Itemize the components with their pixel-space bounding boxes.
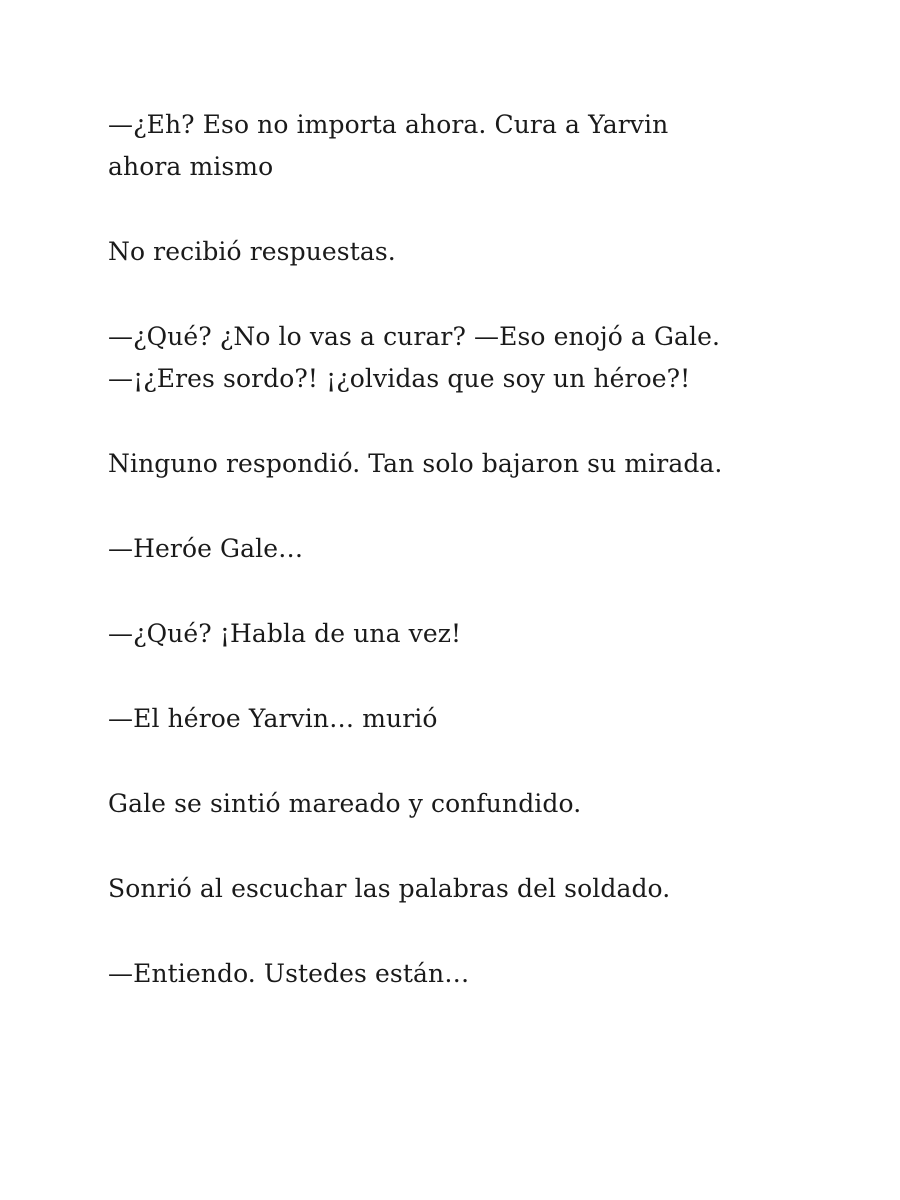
paragraph-2 bbox=[108, 231, 828, 273]
paragraph-line: Sonrió al escuchar las palabras del soldado. bbox=[108, 874, 671, 903]
paragraph-line: Gale se sintió mareado y confundido. bbox=[108, 789, 582, 818]
paragraph-9 bbox=[108, 868, 828, 910]
paragraph-line: —¿Eh? Eso no importa ahora. Cura a Yarvin bbox=[108, 110, 669, 139]
paragraph-line: —El héroe Yarvin… murió bbox=[108, 704, 438, 733]
paragraph-4 bbox=[108, 443, 828, 485]
paragraph-line: ahora mismo bbox=[108, 152, 274, 181]
paragraph-line: —Heróe Gale… bbox=[108, 534, 304, 563]
paragraph-6 bbox=[108, 613, 828, 655]
paragraph-5 bbox=[108, 528, 828, 570]
paragraph-7 bbox=[108, 698, 828, 740]
paragraph-8 bbox=[108, 783, 828, 825]
paragraph-line: Ninguno respondió. Tan solo bajaron su mirada. bbox=[108, 449, 723, 478]
paragraph-3 bbox=[108, 316, 828, 400]
paragraph-line: No recibió respuestas. bbox=[108, 237, 396, 266]
paragraph-1 bbox=[108, 104, 828, 188]
paragraph-line: —Entiendo. Ustedes están… bbox=[108, 959, 470, 988]
paragraph-line: —¿Qué? ¿No lo vas a curar? —Eso enojó a Gale. bbox=[108, 322, 721, 351]
document-page bbox=[108, 104, 828, 1038]
paragraph-10 bbox=[108, 953, 828, 995]
paragraph-line: —¡¿Eres sordo?! ¡¿olvidas que soy un héroe?! bbox=[108, 364, 691, 393]
paragraph-line: —¿Qué? ¡Habla de una vez! bbox=[108, 619, 462, 648]
